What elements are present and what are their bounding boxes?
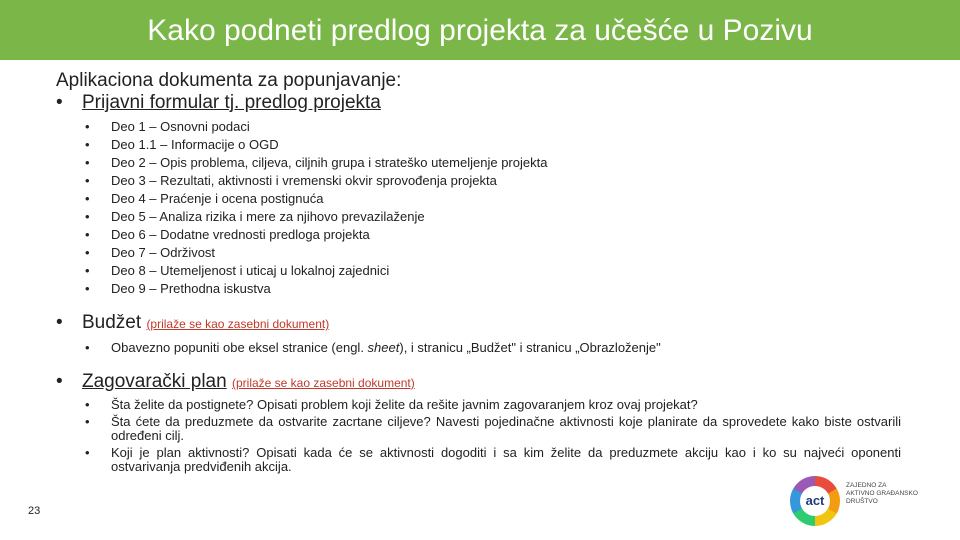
list-item: • Deo 5 – Analiza rizika i mere za njihovo prevazilaženje — [85, 209, 425, 224]
section-prijavni-formular — [56, 92, 916, 114]
list-item: • Koji je plan aktivnosti? Opisati kada će se aktivnosti dogoditi i sa kim želite da preduzmete akciju kao i ko su najveći oponenti ostvarivanja predviđenih akcija. — [85, 445, 901, 474]
section-budzet — [56, 312, 916, 335]
logo-mark: act — [800, 486, 830, 516]
list-item: • Deo 7 – Održivost — [85, 245, 216, 260]
act-logo — [776, 470, 926, 530]
list-item: • Deo 3 – Rezultati, aktivnosti i vremenski okvir sprovođenja projekta — [85, 173, 497, 188]
slide-title: Kako podneti predlog projekta za učešće u Pozivu — [147, 14, 813, 47]
section1-label: Prijavni formular tj. predlog projekta — [82, 92, 381, 113]
list-item: • Deo 2 – Opis problema, ciljeva, ciljnih grupa i strateško utemeljenje projekta — [85, 155, 548, 170]
list-item: • Deo 1 – Osnovni podaci — [85, 119, 250, 134]
list-item: • Šta ćete da preduzmete da ostvarite zacrtane ciljeve? Navesti pojedinačne aktivnosti koje planirate da sprovedete kako biste ostvarili određeni cilj. — [85, 414, 901, 443]
page-number: 23 — [28, 505, 41, 517]
list-item: • Šta želite da postignete? Opisati problem koji želite da rešite javnim zagovaranjem kroz ovaj projekat? — [85, 397, 698, 412]
section2-list — [56, 339, 916, 357]
list-item: • Obavezno popuniti obe eksel stranice (engl. sheet), i stranicu „Budžet" i stranicu „Obrazloženje" — [85, 340, 661, 355]
list-item: • Deo 8 – Utemeljenost i uticaj u lokalnoj zajednici — [85, 263, 390, 278]
bullet: • — [56, 312, 63, 333]
section1-list — [56, 118, 916, 298]
bullet: • — [56, 92, 63, 113]
section2-label: Budžet — [82, 312, 142, 333]
list-item: • Deo 4 – Praćenje i ocena postignuća — [85, 191, 324, 206]
section3-note: (prilaže se kao zasebni dokument) — [231, 376, 415, 390]
section3-list — [56, 398, 916, 474]
slide-content — [56, 70, 916, 477]
list-item: • Deo 6 – Dodatne vrednosti predloga projekta — [85, 227, 370, 242]
section2-note: (prilaže se kao zasebni dokument) — [146, 317, 330, 331]
bullet: • — [56, 371, 63, 392]
section3-label: Zagovarački plan — [82, 371, 227, 392]
section-zagovaracki-plan — [56, 371, 916, 394]
list-item: • Deo 1.1 – Informacije o OGD — [85, 137, 279, 152]
intro-text: Aplikaciona dokumenta za popunjavanje: — [56, 70, 402, 91]
logo-text: ZAJEDNO ZA AKTIVNO GRAĐANSKO DRUŠTVO — [846, 482, 918, 505]
list-item: • Deo 9 – Prethodna iskustva — [85, 281, 271, 296]
